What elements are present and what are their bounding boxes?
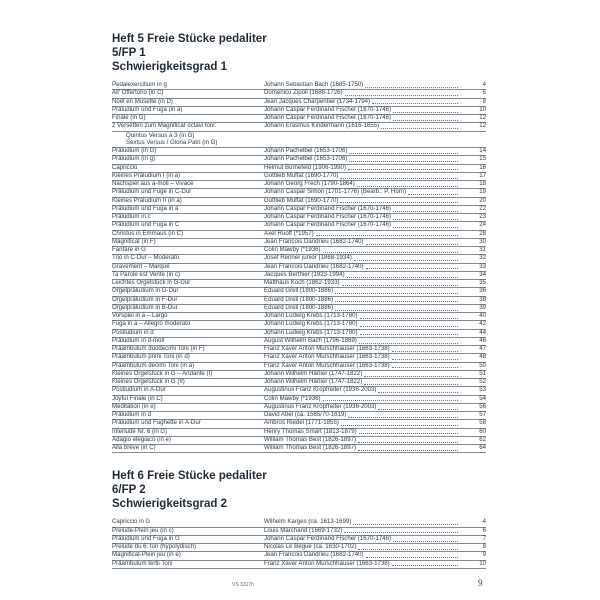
piece-title: Präludium in d: [112, 411, 151, 418]
dot-leader: [360, 329, 458, 336]
composer: Matthäus Koch (1862-1933): [264, 279, 340, 286]
dot-leader: [340, 172, 458, 179]
page-ref: 24: [479, 221, 486, 229]
piece-title: Präludium und Fuga in a: [112, 204, 179, 212]
composer: William Thomas Best (1826-1897): [264, 435, 357, 443]
piece-title: Interlude Nr. 6 (in G): [112, 427, 168, 435]
dot-leader: [378, 403, 458, 410]
page-number: 9: [478, 578, 483, 588]
composer-cell: [264, 411, 460, 419]
page-ref: 12: [479, 122, 486, 130]
composer-cell: [264, 230, 460, 238]
composer: Franz Xaver Anton Murschhauser (1663-1738): [264, 345, 390, 352]
composer: Franz Xaver Anton Murschhauser (1663-1738): [264, 353, 390, 361]
dot-leader: [316, 230, 458, 237]
dot-leader: [378, 386, 458, 393]
dot-leader: [360, 320, 458, 327]
toc-entry: [112, 445, 486, 453]
piece-title: Kleines Präludium II (in a): [112, 196, 182, 204]
dot-leader: [353, 518, 458, 525]
dot-leader: [344, 527, 458, 534]
composer: Eduard Grell (1800-1886): [264, 287, 334, 295]
page-ref: 64: [479, 444, 486, 451]
section-title: Heft 6 Freie Stücke pedaliter: [112, 470, 267, 483]
composer-cell: [264, 543, 460, 551]
piece-title: Prelude du 6. ton (hypolydisch): [112, 543, 197, 550]
composer: Louis Marchand (1669-1732): [264, 526, 343, 534]
composer-cell: [264, 444, 460, 452]
composer-cell: [264, 378, 460, 386]
piece-title: Kleines Orgelstück in G – Andante (I): [112, 369, 213, 377]
dot-leader: [392, 362, 458, 369]
dot-leader: [360, 312, 458, 319]
piece-title: 2 Versetten zum Magnificat octavi toni:: [112, 122, 217, 130]
page-ref: 4: [482, 81, 486, 88]
composer: Eduard Grell (1800-1886): [264, 295, 334, 303]
dot-leader: [354, 254, 458, 261]
composer-cell: [264, 263, 460, 271]
page-ref: 52: [479, 378, 486, 385]
composer: Johann Wilhelm Häßler (1747-1822): [264, 369, 363, 377]
composer-cell: [264, 213, 460, 221]
piece-title: Pedalexercitium in g: [112, 81, 167, 88]
composer: Wilhelm Karges (ca. 1613-1699): [264, 518, 352, 526]
piece-title: Christus in Emmaus (in C): [112, 229, 184, 237]
dot-leader: [357, 180, 458, 187]
page-ref: 31: [479, 246, 486, 253]
composer-cell: [264, 395, 460, 403]
piece-title: Orgelpräludium in F-Dur: [112, 295, 178, 303]
composer-cell: [264, 155, 460, 163]
dot-leader: [365, 81, 458, 88]
piece-title: Präludium und Fuga in C: [112, 221, 180, 229]
piece-title: Präludium und Fuge in C-Dur: [112, 188, 192, 196]
composer: Jean Francois Dandrieu (1682-1740): [264, 262, 364, 270]
page-ref: 16: [479, 163, 486, 171]
piece-title: Praambulum primi Toni (in d): [112, 353, 190, 361]
composer: Johann Sebastian Bach (1685-1750): [264, 81, 364, 88]
piece-title: Präludium in d-moll: [112, 336, 165, 344]
composer-cell: [264, 197, 460, 205]
piece-title: Vorspiel in a – Largo: [112, 312, 168, 319]
piece-title: Meditation (in e): [112, 402, 156, 410]
piece-title: Praambulum duodecimi Toni (in F): [112, 345, 205, 352]
page-ref: 14: [479, 147, 486, 154]
toc-entry: [112, 123, 486, 131]
composer: Gottlieb Muffat (1690-1770): [264, 196, 339, 204]
page-ref: 53: [479, 386, 486, 394]
dot-leader: [345, 89, 458, 96]
page-ref: 18: [479, 180, 486, 187]
page-ref: 51: [479, 369, 486, 377]
catalog-code: VS 3317h: [232, 582, 254, 588]
dot-leader: [341, 419, 458, 426]
composer-cell: [264, 403, 460, 411]
page-ref: 54: [479, 394, 486, 402]
dot-leader: [348, 411, 458, 418]
composer: Johann Ludwig Krebs (1713-1780): [264, 328, 358, 336]
page-ref: 5: [482, 89, 486, 97]
difficulty-level: Schwierigkeitsgrad 1: [112, 61, 228, 73]
piece-title: All' Offertorio (in C): [112, 89, 164, 97]
page-ref: 50: [479, 361, 486, 369]
dot-leader: [323, 395, 458, 402]
composer-cell: [264, 436, 460, 444]
composer-cell: [264, 320, 460, 328]
piece-title: Präambulum tertii Toni: [112, 559, 173, 567]
contents-list-heft-5: [112, 82, 486, 453]
composer: Henry Thomas Smart (1813-1879): [264, 427, 357, 435]
dot-leader: [348, 164, 458, 171]
dot-leader: [366, 551, 458, 558]
composer-cell: [264, 353, 460, 361]
page-ref: 47: [479, 345, 486, 352]
composer-cell: [264, 254, 460, 262]
composer: Gottlieb Muffat (1690-1770): [264, 171, 339, 179]
page-ref: 12: [479, 114, 486, 121]
composer: Johann Caspar Ferdinand Fischer (1670-1746): [264, 221, 392, 229]
composer: Johann Ludwig Krebs (1713-1780): [264, 320, 358, 328]
page-ref: 57: [479, 411, 486, 418]
dot-leader: [340, 197, 458, 204]
composer: Jacques Berthier (1923-1994): [264, 270, 345, 278]
composer-cell: [264, 337, 460, 345]
composer: Colin Mawby (*1936): [264, 246, 321, 253]
composer-cell: [264, 370, 460, 378]
piece-title: Adagio elegiaco (in e): [112, 435, 171, 443]
dot-leader: [392, 345, 458, 352]
dot-leader: [393, 106, 458, 113]
composer: Ambros Riedel (1771-1855): [264, 419, 339, 427]
composer: Johann Caspar Ferdinand Fischer (1670-1746): [264, 534, 392, 542]
composer-cell: [264, 428, 460, 436]
composer: Eduard Grell (1800-1886): [264, 303, 334, 311]
dot-leader: [381, 122, 458, 129]
composer: Jean Jacques Charpentier (1734-1794): [264, 97, 371, 105]
composer-cell: [264, 296, 460, 304]
page-ref: 10: [479, 559, 486, 567]
page-ref: 8: [482, 97, 486, 105]
composer: Nicolas Le Bègue (ca. 1630-1702): [264, 543, 357, 550]
composer-cell: [264, 279, 460, 287]
piece-title: Finale (in G): [112, 114, 146, 121]
dot-leader: [347, 271, 458, 278]
composer: Johann Caspar Ferdinand Fischer (1670-1746): [264, 204, 392, 212]
section-code: 6/FP 2: [112, 484, 146, 497]
piece-title: Postludium in d: [112, 328, 154, 336]
composer: Franz Xaver Anton Murschhauser (1663-1738): [264, 559, 390, 567]
composer: Johann Pachelbel (1653-1706): [264, 147, 348, 154]
composer-cell: [264, 329, 460, 337]
composer-cell: [264, 345, 460, 353]
composer-cell: [264, 81, 460, 89]
dot-leader: [358, 444, 458, 451]
composer: David Abel (ca. 1565/70-1619): [264, 411, 347, 418]
page-ref: 48: [479, 353, 486, 361]
dot-leader: [393, 221, 458, 228]
difficulty-level: Schwierigkeitsgrad 2: [112, 498, 228, 511]
composer-cell: [264, 419, 460, 427]
page-ref: 28: [479, 229, 486, 237]
toc-entry: [112, 561, 486, 569]
composer: Johann Erasmus Kindermann (1616-1655): [264, 122, 380, 130]
dot-leader: [392, 353, 458, 360]
piece-title: Präludium und Fuga (in a): [112, 105, 183, 113]
page-ref: 58: [479, 419, 486, 427]
piece-title: Präludium und Fughette in A-Dur: [112, 419, 201, 427]
piece-title: Alla breve (in C): [112, 444, 156, 451]
composer: Johann Ludwig Krebs (1713-1780): [264, 312, 358, 319]
piece-title: Postludium in A-Dur: [112, 386, 166, 394]
piece-title: Capriccio in G: [112, 518, 151, 526]
piece-title: Präludium in c: [112, 213, 151, 220]
piece-title: Magnificat (in F): [112, 237, 156, 245]
composer-cell: [264, 106, 460, 114]
page-ref: 9: [482, 551, 486, 559]
composer-cell: [264, 205, 460, 213]
composer: Helmut Bornefeld (1906-1990): [264, 163, 346, 171]
dot-leader: [364, 370, 458, 377]
composer-cell: [264, 238, 460, 246]
page-ref: 36: [479, 287, 486, 295]
composer-cell: [264, 560, 460, 568]
composer-cell: [264, 114, 460, 122]
dot-leader: [393, 535, 458, 542]
composer: Josef Renner junior (1868-1934): [264, 254, 352, 262]
page-ref: 44: [479, 328, 486, 336]
dot-leader: [408, 188, 458, 195]
section-title: Heft 5 Freie Stücke pedaliter: [112, 33, 267, 45]
dot-leader: [358, 543, 458, 550]
composer-cell: [264, 551, 460, 559]
dot-leader: [349, 147, 458, 154]
page-ref: 32: [479, 254, 486, 262]
dot-leader: [335, 296, 458, 303]
page-ref: 22: [479, 204, 486, 212]
composer: August Wilhelm Bach (1796-1869): [264, 336, 357, 344]
page-ref: 17: [479, 171, 486, 179]
page-ref: 62: [479, 435, 486, 443]
composer-cell: [264, 312, 460, 320]
page-ref: 60: [479, 427, 486, 435]
composer-cell: [264, 188, 460, 196]
dot-leader: [342, 279, 458, 286]
piece-title: Quintus Versus à 3 (in G): [126, 131, 195, 139]
composer: Johann Caspar Simon (1701-1776) (Bearb.: P. Horn): [264, 188, 407, 196]
piece-title: Kleines Präludium I (in a): [112, 171, 181, 179]
piece-title: Capriccio: [112, 163, 138, 171]
page-ref: 6: [482, 526, 486, 534]
dot-leader: [335, 304, 458, 311]
page-ref: 15: [479, 155, 486, 163]
page-ref: 34: [479, 270, 486, 278]
piece-title: Fuga in a – Allegro moderato: [112, 320, 191, 328]
page-ref: 8: [482, 543, 486, 550]
piece-title: Orgelpräludium in G-Dur: [112, 287, 179, 295]
composer-cell: [264, 535, 460, 543]
composer: Johann Caspar Ferdinand Fischer (1670-1746): [264, 114, 392, 121]
dot-leader: [366, 238, 458, 245]
composer-cell: [264, 221, 460, 229]
dot-leader: [359, 337, 458, 344]
composer: Jean Francois Dandrieu (1682-1740): [264, 237, 364, 245]
piece-title: Präludium (in g): [112, 155, 156, 163]
piece-title: Orgelpräludium in B-Dur: [112, 303, 178, 311]
composer-cell: [264, 180, 460, 188]
page-ref: 56: [479, 402, 486, 410]
piece-title: Präludium und Fuga in G: [112, 534, 180, 542]
page-ref: 19: [479, 188, 486, 196]
composer: Johann Wilhelm Häßler (1747-1822): [264, 378, 363, 385]
section-heading-heft-6: [112, 469, 486, 511]
page-ref: 35: [479, 279, 486, 286]
composer: Domenico Zipoli (1688-1726): [264, 89, 343, 97]
piece-title: Gravement – Marqué: [112, 262, 170, 270]
page-ref: 23: [479, 213, 486, 220]
page-ref: 33: [479, 262, 486, 270]
composer-cell: [264, 362, 460, 370]
composer: Jean Francois Dandrieu (1682-1740): [264, 551, 364, 559]
dot-leader: [366, 263, 458, 270]
page-ref: 4: [482, 518, 486, 526]
piece-title: Trio in C-Dur – Moderato: [112, 254, 180, 262]
piece-title: Praambulum decimi Toni (in a): [112, 361, 195, 369]
composer-cell: [264, 122, 460, 130]
composer: Augustinus Franz Kropfreiter (1936-2003): [264, 386, 377, 394]
piece-title: Leichtes Orgelstück in G-Dur: [112, 279, 191, 286]
contents-list-heft-6: [112, 519, 486, 569]
section-code: 5/FP 1: [112, 47, 146, 59]
composer-cell: [264, 518, 460, 526]
dot-leader: [393, 205, 458, 212]
toc-page: [112, 32, 486, 569]
piece-title: Fanfare in G: [112, 246, 146, 253]
dot-leader: [393, 213, 458, 220]
composer-cell: [264, 164, 460, 172]
page-ref: 46: [479, 336, 486, 344]
page-ref: 38: [479, 295, 486, 303]
composer-cell: [264, 147, 460, 155]
section-heading-heft-5: [112, 32, 486, 74]
page-ref: 40: [479, 312, 486, 319]
dot-leader: [358, 436, 458, 443]
composer-cell: [264, 246, 460, 254]
piece-title: Prelude-Plein jeu (in c): [112, 526, 174, 534]
composer: Axel Ruoff (*1957): [264, 229, 314, 237]
piece-title: Präludium (in G): [112, 147, 157, 154]
composer-cell: [264, 172, 460, 180]
composer-cell: [264, 287, 460, 295]
composer: Johann Caspar Ferdinand Fischer (1670-1746): [264, 105, 392, 113]
composer-cell: [264, 271, 460, 279]
page-ref: 30: [479, 237, 486, 245]
page-ref: 39: [479, 303, 486, 311]
composer: Johann Caspar Ferdinand Fischer (1670-1746): [264, 213, 392, 220]
composer: Franz Xaver Anton Murschhauser (1663-1738): [264, 361, 390, 369]
composer-cell: [264, 386, 460, 394]
composer: Colin Mawby (*1936): [264, 394, 321, 402]
page-ref: 10: [479, 105, 486, 113]
composer: Johann Pachelbel (1653-1706): [264, 155, 348, 163]
composer: William Thomas Best (1826-1897): [264, 444, 357, 451]
page-ref: 42: [479, 320, 486, 328]
dot-leader: [393, 114, 458, 121]
dot-leader: [323, 246, 458, 253]
composer-cell: [264, 527, 460, 535]
piece-title: Sextus Versus / Gloria Patri (in G): [126, 138, 218, 146]
dot-leader: [349, 155, 458, 162]
page-ref: 20: [479, 196, 486, 204]
composer-cell: [264, 89, 460, 97]
piece-title: Magnificat-Plein jeu (in e): [112, 551, 181, 559]
page-ref: 7: [482, 534, 486, 542]
composer: Johann Georg Frech (1790-1864): [264, 180, 355, 187]
piece-title: Noël en Musette (in D): [112, 97, 173, 105]
piece-title: Joyful Finale (in C): [112, 394, 163, 402]
dot-leader: [335, 287, 458, 294]
composer-cell: [264, 304, 460, 312]
dot-leader: [392, 560, 458, 567]
dot-leader: [364, 378, 458, 385]
piece-title: Ta Parole est Verite (in c): [112, 270, 181, 278]
piece-title: Kleines Orgelstück in G (II): [112, 378, 185, 385]
piece-title: Nachspiel aus a-moll – Vivace: [112, 180, 194, 187]
dot-leader: [359, 428, 458, 435]
dot-leader: [372, 98, 458, 105]
composer: Augustinus Franz Kropfreiter (1936-2003): [264, 402, 377, 410]
composer-cell: [264, 98, 460, 106]
